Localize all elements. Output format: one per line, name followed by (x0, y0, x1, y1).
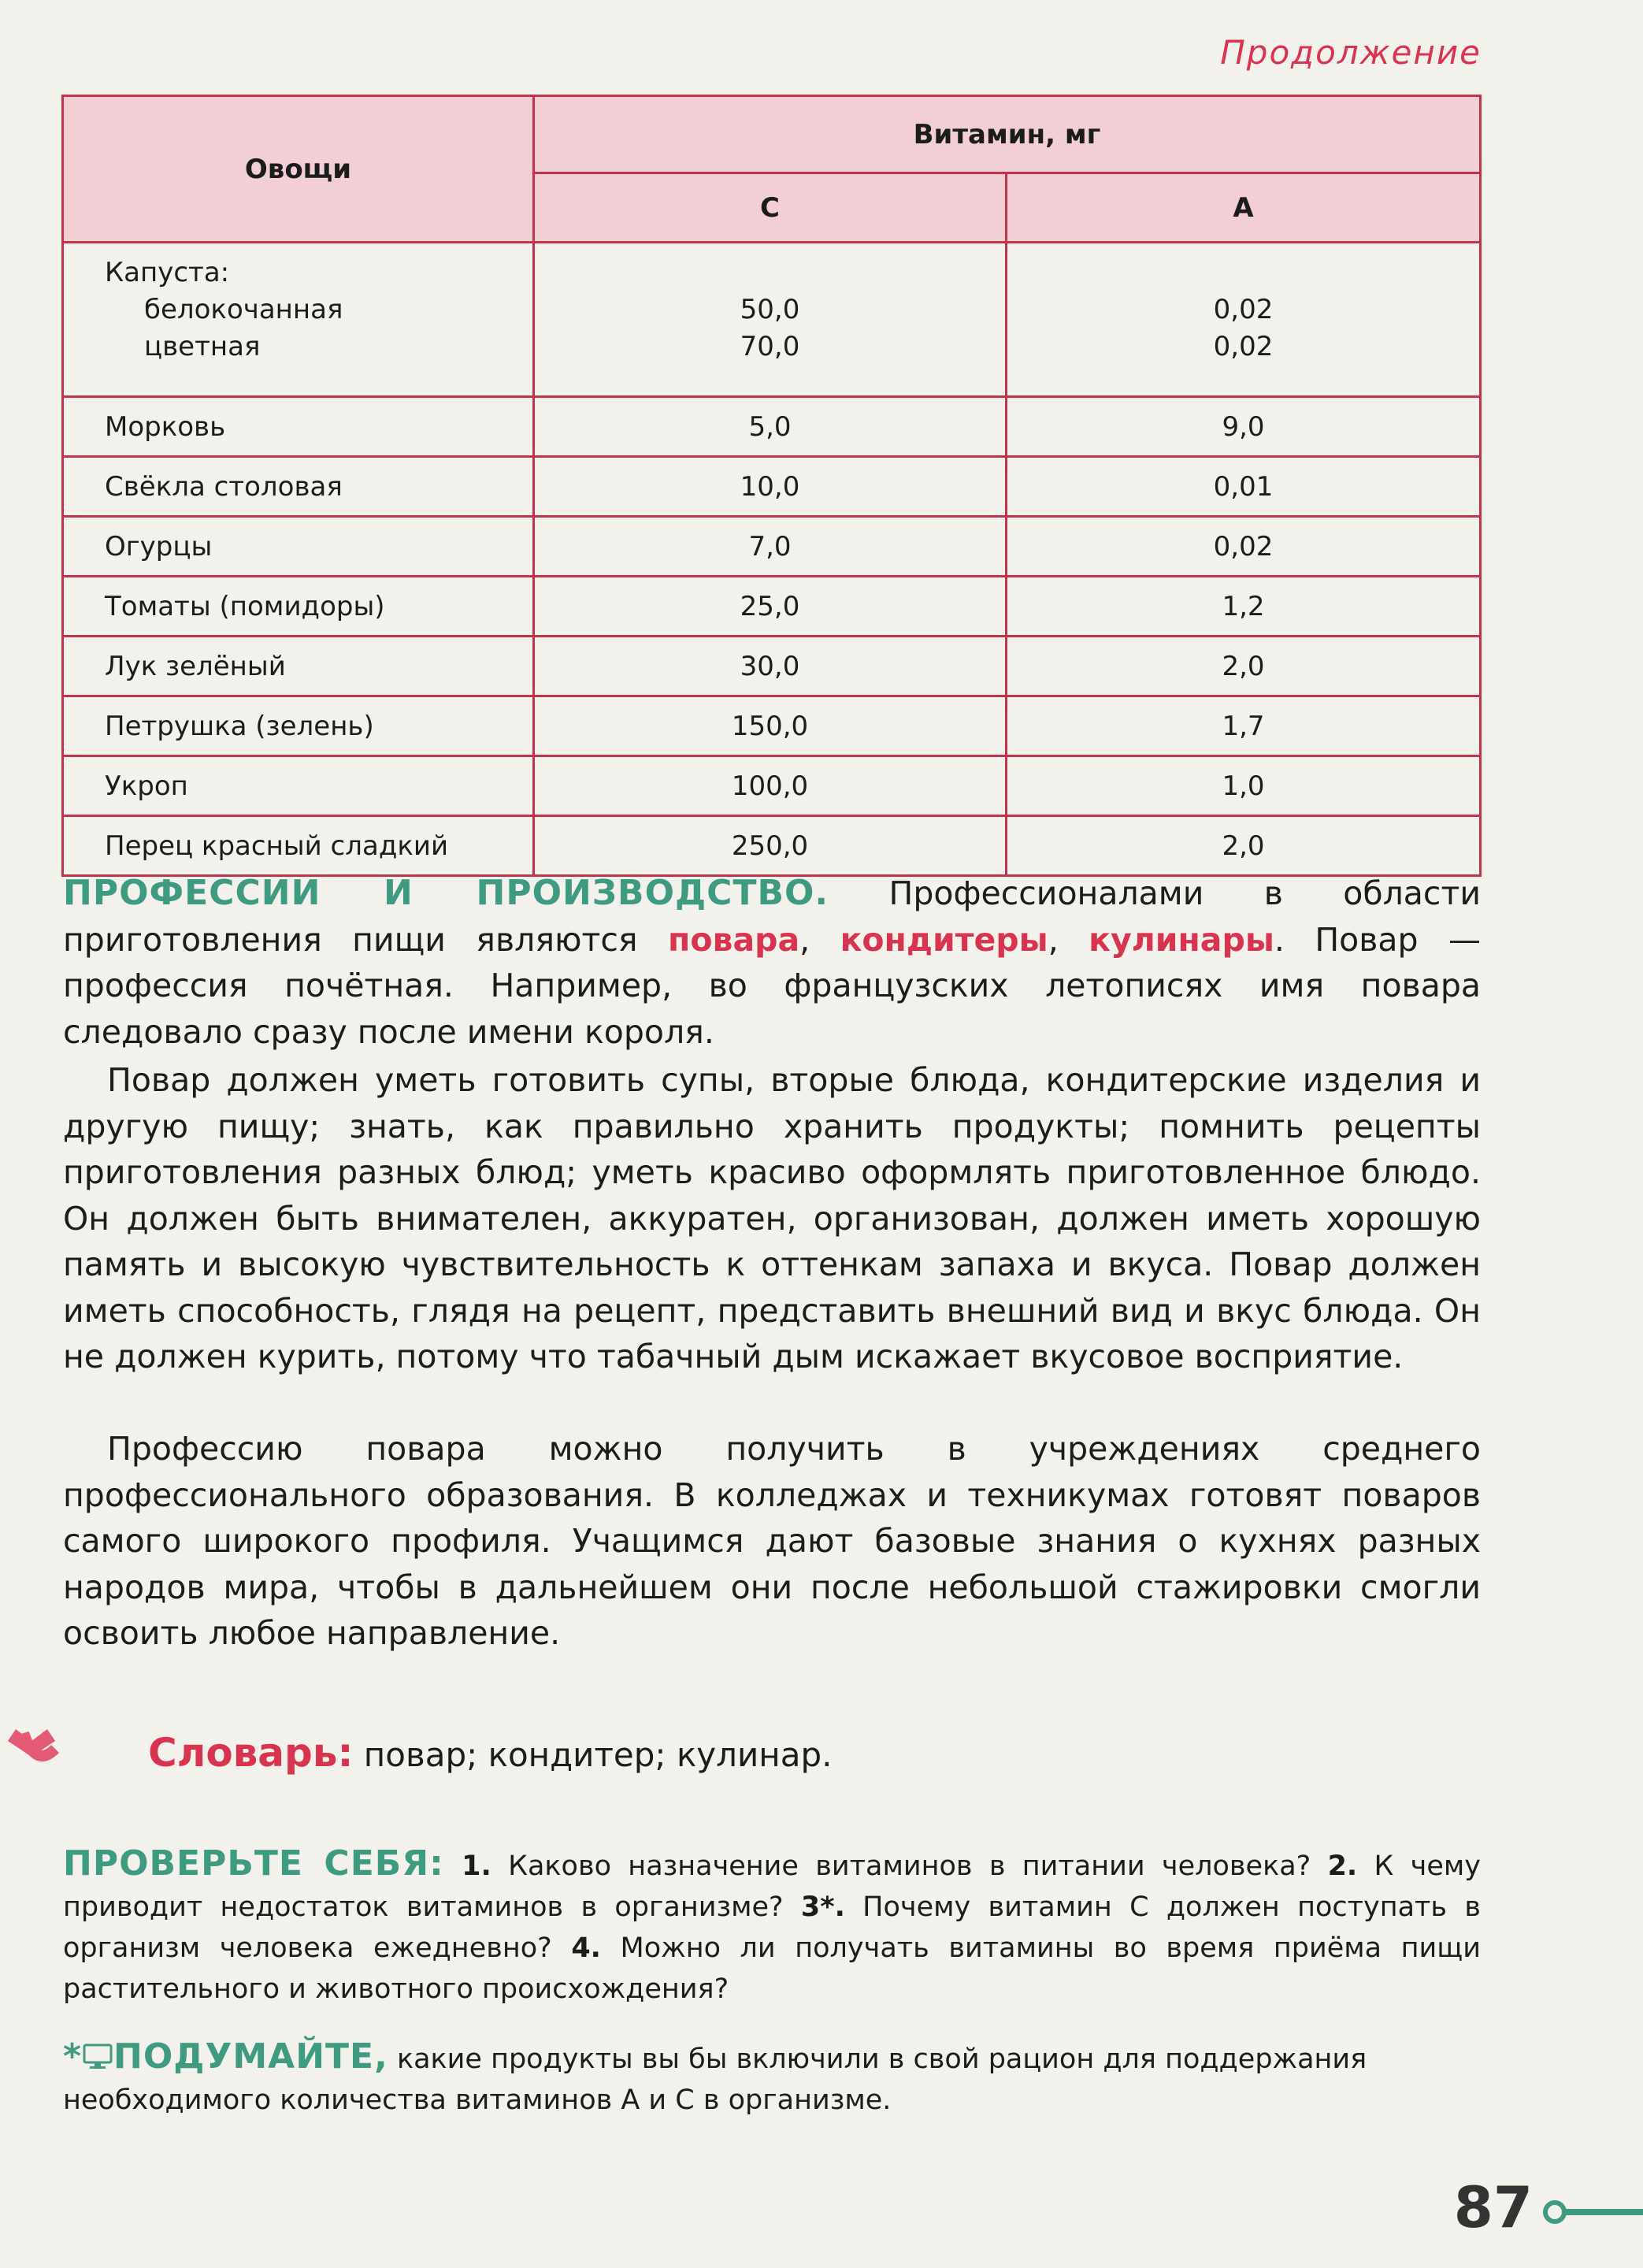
header-vitamin-a: А (1007, 173, 1481, 243)
cell-c: 10,0 (534, 457, 1007, 517)
table-row (63, 637, 1481, 696)
think-block (63, 2036, 1481, 2121)
table-row (63, 696, 1481, 756)
row-name: Лук зелёный (63, 637, 534, 696)
question-text: Можно ли получать витамины во время приёма пищи растительного и животного происхождения? (63, 1932, 1481, 2005)
question-number: 1. (443, 1850, 491, 1882)
row-c-values (534, 243, 1007, 397)
check-heading: ПРОВЕРЬТЕ СЕБЯ: (63, 1843, 444, 1884)
cell-a: 9,0 (1007, 397, 1481, 457)
cook-education-paragraph: Профессию повара можно получить в учреждениях среднего профессионального образования. В колледжах и техникумах готовят поваров самого широкого профиля. Учащимся дают базовые знания о кухнях разных народов мира, чтобы в дальнейшем они после небольшой стажировки смогли освоить любое направление. (63, 1430, 1481, 1652)
check-yourself-block (63, 1843, 1481, 2010)
professions-intro: Профессионалами в области приготовления пищи являются (63, 874, 1482, 959)
question-text: К чему приводит недостаток витаминов в организме? (63, 1850, 1482, 1923)
cell-c: 250,0 (534, 816, 1007, 876)
table-row (63, 517, 1481, 577)
vitamin-table (61, 95, 1482, 877)
cell-c: 150,0 (534, 696, 1007, 756)
cell-c: 30,0 (534, 637, 1007, 696)
bookmark-ribbon-icon (8, 1694, 63, 1780)
row-name-white-cabbage: белокочанная (144, 294, 343, 325)
cell-a-empty (1007, 254, 1479, 291)
separator: , (799, 920, 840, 959)
think-star: * (63, 2036, 83, 2077)
term-culinary: кулинары (1089, 920, 1274, 959)
page-number: 87 (1453, 2174, 1533, 2240)
row-a-values (1007, 243, 1481, 397)
cell-c: 7,0 (534, 517, 1007, 577)
cell-c: 50,0 (740, 294, 800, 325)
header-vitamin: Витамин, мг (534, 96, 1481, 173)
continued-label: Продолжение (1220, 33, 1482, 72)
row-name: Томаты (помидоры) (63, 577, 534, 637)
cell-c: 5,0 (534, 397, 1007, 457)
table-row (63, 243, 1481, 397)
row-name: Огурцы (63, 517, 534, 577)
cell-a: 2,0 (1007, 816, 1481, 876)
computer-monitor-icon (82, 2043, 113, 2071)
cell-c: 25,0 (534, 577, 1007, 637)
cell-a: 0,02 (1213, 331, 1274, 362)
cell-c: 70,0 (740, 331, 800, 362)
cook-skills-paragraph: Повар должен уметь готовить супы, вторые блюда, кондитерские изделия и другую пищу; знать, как правильно хранить продукты; помнить рецепты приготовления разных блюд; уметь красиво оформлять приготовленное блюдо. Он должен быть внимателен, аккуратен, организован, должен иметь хорошую память и высокую чувствительность к оттенкам запаха и вкуса. Повар должен иметь способность, глядя на рецепт, представить внешний вид и вкус блюда. Он не должен курить, потому что табачный дым искажает вкусовое восприятие. (63, 1061, 1481, 1375)
header-vegetables: Овощи (63, 96, 534, 243)
separator: , (1048, 920, 1089, 959)
table-row (63, 577, 1481, 637)
dictionary-line (148, 1730, 833, 1776)
cell-a: 1,0 (1007, 756, 1481, 816)
term-cook: повара (668, 920, 800, 959)
dictionary-label: Словарь: (148, 1730, 354, 1776)
question-number: 4. (571, 1932, 601, 1964)
header-vitamin-c: С (534, 173, 1007, 243)
row-name-cauliflower: цветная (144, 331, 261, 362)
dictionary-words: повар; кондитер; кулинар. (353, 1735, 833, 1774)
cell-c-empty (535, 254, 1005, 291)
row-name: Укроп (63, 756, 534, 816)
cell-a: 0,02 (1007, 517, 1481, 577)
row-name-cabbage: Капуста: (105, 257, 230, 288)
table-row (63, 816, 1481, 876)
professions-heading: ПРОФЕССИИ И ПРОИЗВОДСТВО. (63, 873, 829, 913)
question-number: 2. (1327, 1850, 1358, 1882)
cell-a: 1,7 (1007, 696, 1481, 756)
professions-paragraph (63, 870, 1481, 1055)
cell-a: 0,02 (1213, 294, 1274, 325)
row-name: Перец красный сладкий (63, 816, 534, 876)
row-name: Петрушка (зелень) (63, 696, 534, 756)
term-confectioner: кондитеры (840, 920, 1048, 959)
table-row (63, 756, 1481, 816)
row-name: Морковь (63, 397, 534, 457)
question-text: Почему витамин С должен поступать в организм человека ежедневно? (63, 1891, 1481, 1964)
row-name (63, 243, 534, 397)
table-header-row (63, 96, 1481, 173)
professions-rest: . Повар — профессия почётная. Например, во французских летописях имя повара следовало сразу после имени короля. (63, 920, 1481, 1051)
table-row (63, 397, 1481, 457)
think-heading: ПОДУМАЙТЕ, (113, 2036, 388, 2077)
question-number: 3*. (800, 1891, 845, 1923)
think-text: какие продукты вы бы включили в свой рацион для поддержания необходимого количества витаминов А и С в организме. (63, 2043, 1367, 2116)
page-marker-icon (1539, 2196, 1643, 2228)
cell-a: 1,2 (1007, 577, 1481, 637)
question-text: Каково назначение витаминов в питании человека? (491, 1850, 1328, 1882)
cell-a: 0,01 (1007, 457, 1481, 517)
cell-c: 100,0 (534, 756, 1007, 816)
table-row (63, 457, 1481, 517)
cell-a: 2,0 (1007, 637, 1481, 696)
row-name: Свёкла столовая (63, 457, 534, 517)
